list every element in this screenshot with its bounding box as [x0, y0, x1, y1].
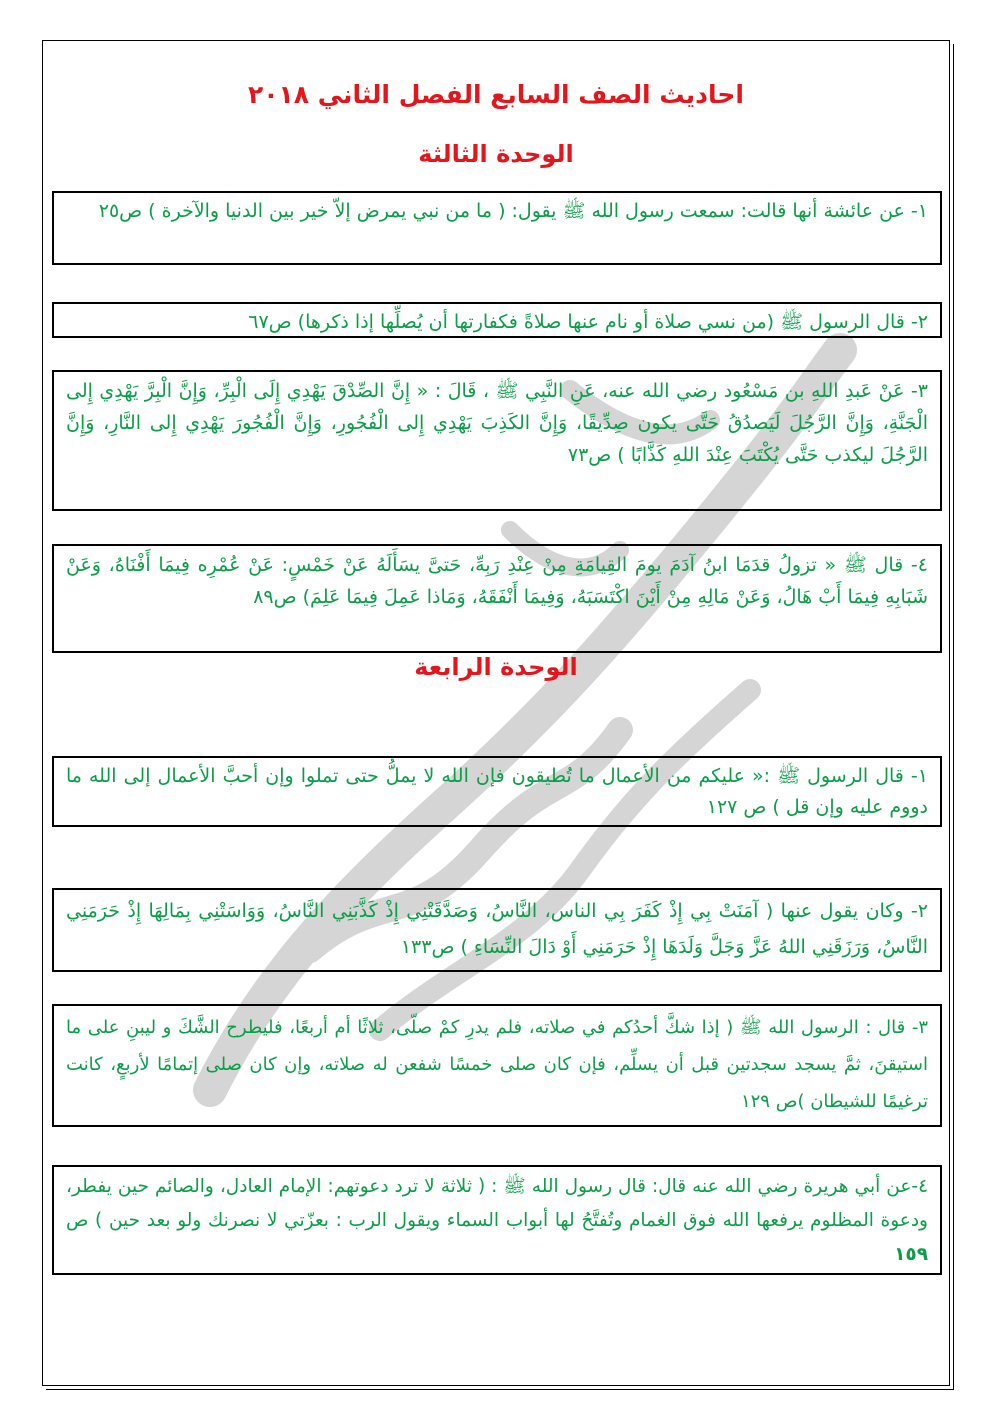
unit3-hadith-3 — [52, 370, 942, 511]
unit3-hadith-2-text: ٢- قال الرسول ﷺ (من نسي صلاة أو نام عنها صلاةً فكفارتها أن يُصلِّها إذا ذكرها) ص٦٧ — [248, 311, 928, 333]
unit3-hadith-4-text: ٤- قال ﷺ « تزولُ قدَمَا ابنُ آدَمَ يومَ القِيامَةِ مِنْ عِنْدِ رَبِهِّ، حَتىَّ يسَأَلَهُ عَنْ خَمْسٍ: عَنْ عُمْرِه فِيمَا أَفْنَاهُ، وَعَنْ شَبَابِهِ فِيمَا أَبْ هَالُ، وَعَنْ مَالِهِ مِنْ أَيْنَ اكْتَسَبَهُ، وَفِيمَا أَنْفَقَهُ، وَمَاذا عَمِلَ فِيمَا عَلِمَ) ص٨٩ — [66, 554, 928, 608]
unit3-hadith-4 — [52, 544, 942, 653]
unit4-hadith-3 — [52, 1004, 942, 1127]
unit4-hadith-4-text — [66, 1170, 928, 1272]
unit4-hadith-1 — [52, 756, 942, 827]
page-title: احاديث الصف السابع الفصل الثاني ٢٠١٨ — [248, 80, 744, 109]
unit3-hadith-3-text: ٣- عَنْ عَبدِ اللهِ بن مَسْعُود رضي الله عنه، عَنِ النَّبِي ﷺ ، قَالَ : « إِنَّ الصِّدْقَ يَهْدِي إِلَى الْبِرِّ، وَإِنَّ الْبِرَّ يَهْدِي إِلى الْجَنَّةِ، وَإِنَّ الرَّجُلَ لَيَصدُقُ حَتَّى يكون صِدِّيقًا، وَإِنَّ الكَذِبَ يَهْدِي إِلى الْفُجُورِ، وَإِنَّ الْفُجُورَ يَهْدِي إِلى النَّارِ، وَإِنَّ الرَّجُلَ ليكذب حَتَّى يُكْتَبَ عِنْدَ اللهِ كَذَّابًا ) ص٧٣ — [66, 380, 928, 466]
unit4-hadith-4-body: ٤-عن أبي هريرة رضي الله عنه قال: قال رسول الله ﷺ : ( ثلاثة لا ترد دعوتهم: الإمام العادل، والصائم حين يفطر، ودعوة المظلوم يرفعها الله فوق الغمام وتُفتَّحُ لها أبواب السماء ويقول الرب : بعزّتي لا نصرنك ولو بعد حين ) ص — [66, 1176, 928, 1231]
unit4-hadith-1-text: ١- قال الرسول ﷺ :« عليكم من الأعمال ما تُطيقون فإن الله لا يملُّ حتى تملوا وإن أحبَّ الأعمال إلى الله ما دووم عليه وإن قل ) ص ١٢٧ — [66, 765, 928, 818]
unit4-hadith-4-page-number: ١٥٩ — [894, 1244, 928, 1265]
unit4-hadith-2 — [52, 888, 942, 972]
unit4-hadith-2-text: ٢- وكان يقول عنها ( آمَنَتْ بِي إِذْ كَفَرَ بِي الناس، النَّاسُ، وَصَدَّقَتْنِي إِذْ كَذَّبَنِي النَّاسُ، وَوَاسَتْنِي بِمَالِهَا إِذْ حَرَمَنِي النَّاسُ، وَرَزَقَنِي اللهُ عَزَّ وَجَلَّ وَلَدَهَا إِذْ حَرَمَنِي أَوْ دَالَ النِّسَاءِ ) ص١٣٣ — [66, 900, 928, 958]
unit3-heading: الوحدة الثالثة — [418, 140, 574, 168]
unit3-hadith-2 — [52, 302, 942, 338]
unit4-hadith-3-text: ٣- قال : الرسول الله ﷺ ( إذا شكَّ أحدُكم في صلاته، فلم يدرِ كمْ صلّى، ثلاثًا أم أربعًا، فليطرح الشَّكَ و ليبنِ على ما استيقنَ، ثمَّ يسجد سجدتين قبل أن يسلِّم، فإن كان صلى خمسًا شفعن له صلاته، وإن كان صلى إتمامًا لأربعٍ، كانت ترغيمًا للشيطان )ص ١٢٩ — [66, 1017, 928, 1112]
unit4-hadith-4 — [52, 1165, 942, 1275]
unit3-hadith-1 — [52, 191, 942, 265]
unit4-heading: الوحدة الرابعة — [414, 653, 578, 681]
unit3-hadith-1-text: ١- عن عائشة أنها قالت: سمعت رسول الله ﷺ يقول: ( ما من نبي يمرض إلاّ خير بين الدنيا والآخرة ) ص٢٥ — [98, 200, 928, 222]
